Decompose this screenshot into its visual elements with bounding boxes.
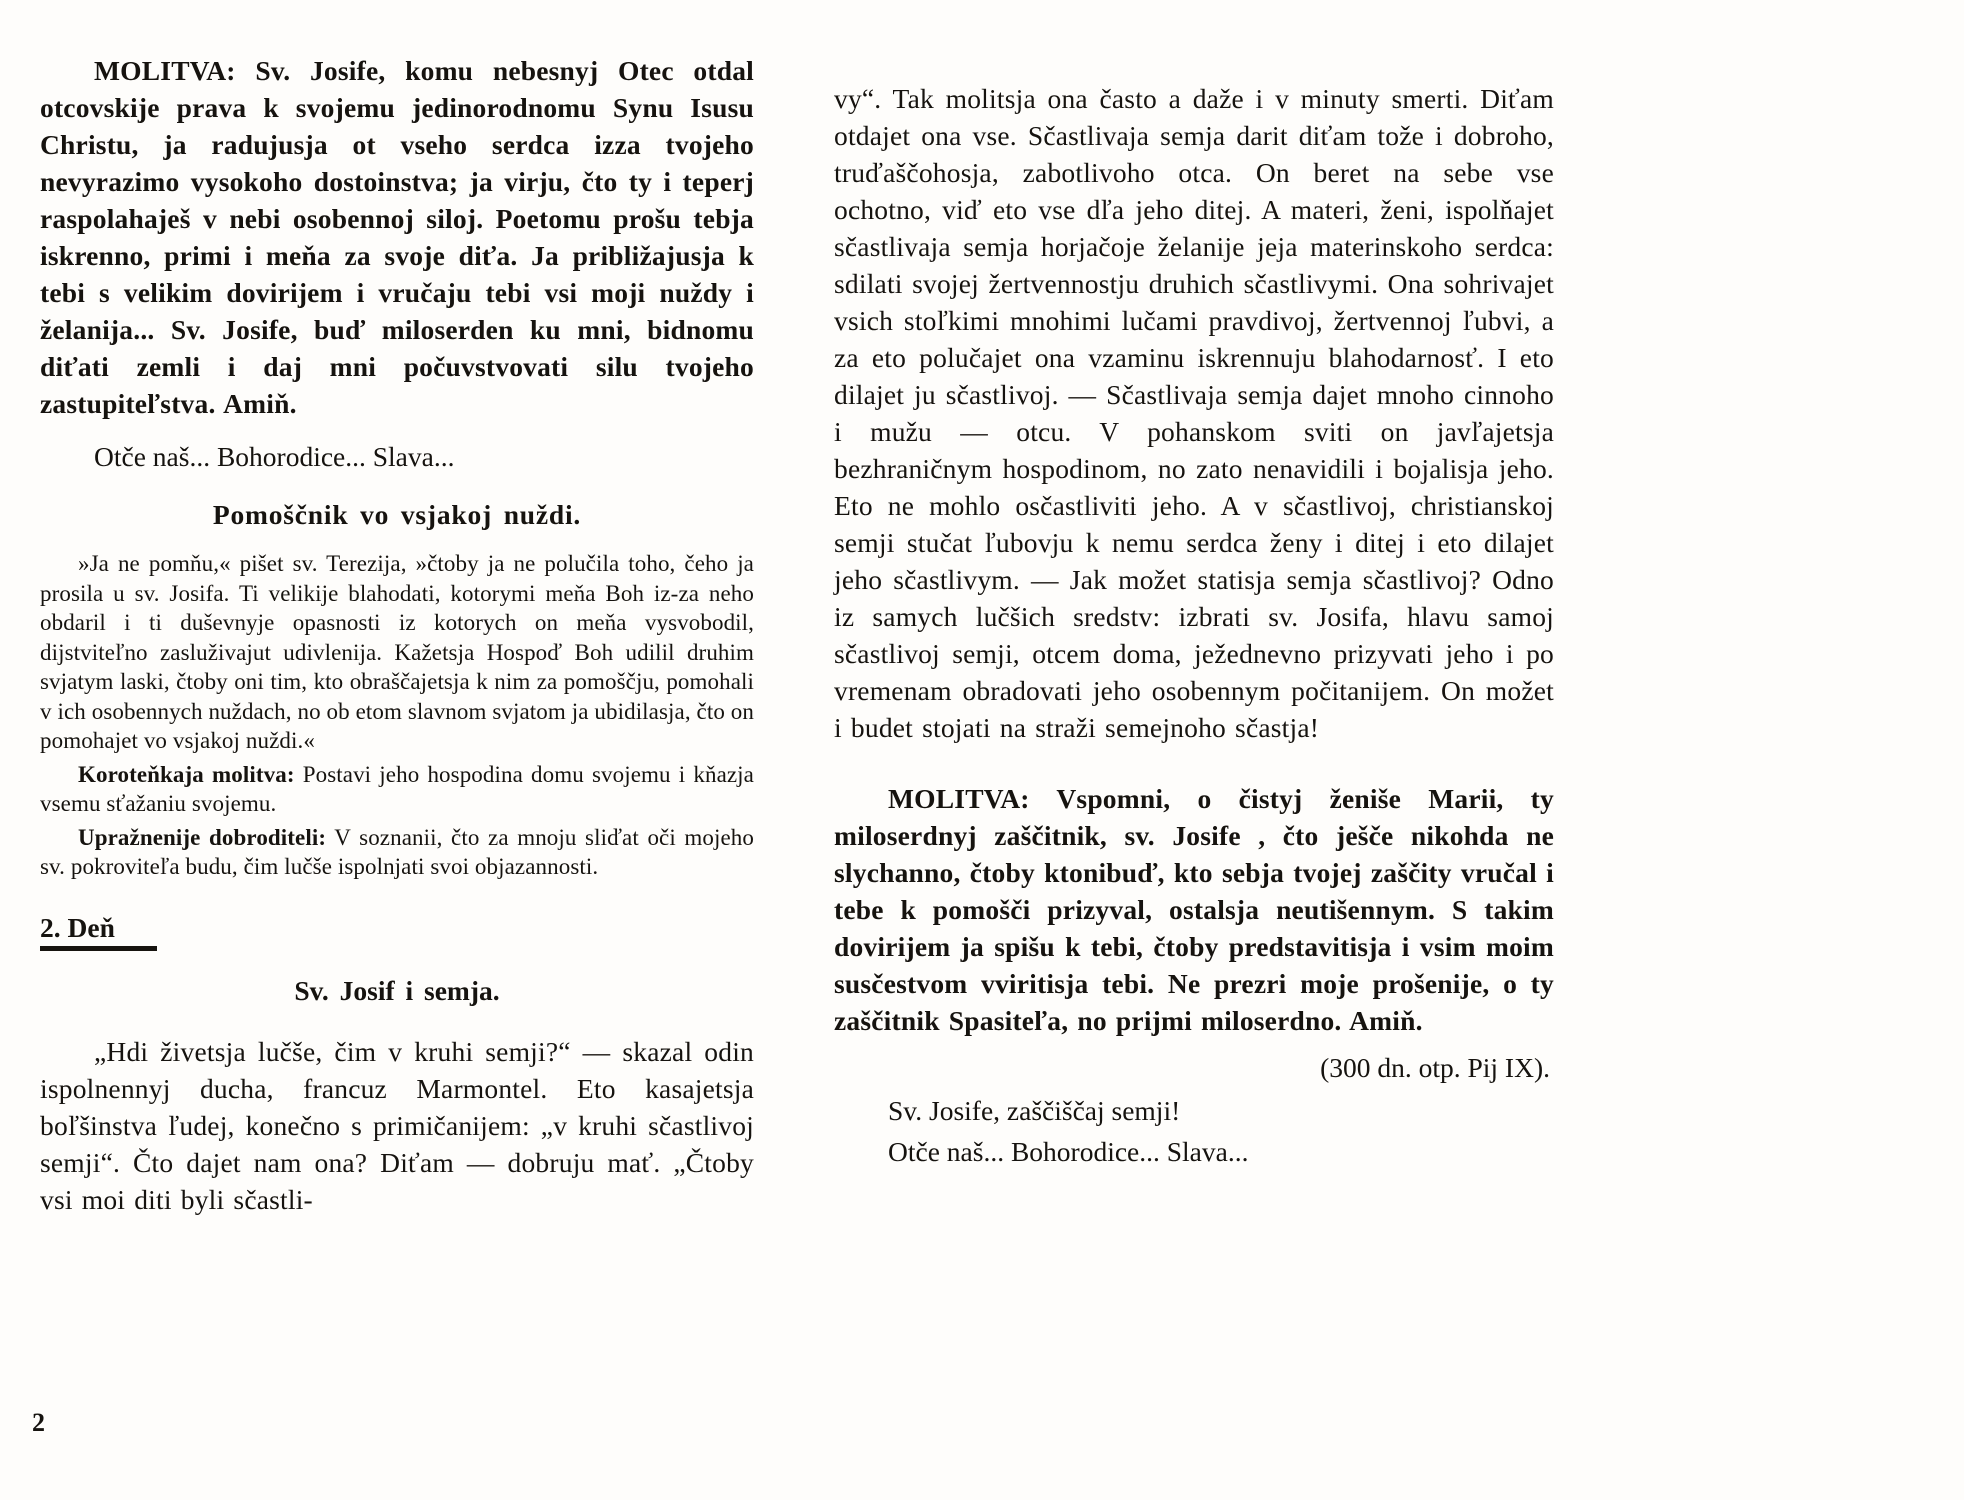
right-column [834, 80, 1554, 1170]
paragraph-korotenkaja-molitva [40, 760, 754, 819]
prayer-line-otce-nas-left: Otče naš... Bohorodice... Slava... [94, 441, 455, 472]
day-heading-label: 2. Deň [40, 912, 157, 951]
day-heading [40, 912, 754, 951]
chapter-heading-sv-josif: Sv. Josif i semja. [294, 974, 500, 1006]
left-column [40, 52, 754, 1218]
prayer-line-otce-nas-right: Otče naš... Bohorodice... Slava... [888, 1136, 1249, 1167]
invocation-line: Sv. Josife, zaščiščaj semji! [888, 1095, 1181, 1126]
upraznenije-text: V soznanii, čto za mnoju sliďat oči mojeho sv. pokroviteľa budu, čim lučše ispolnjati svoi objazannosti. [40, 824, 755, 879]
paragraph-upraznenije [40, 823, 754, 882]
indulgence-note: (300 dn. otp. Pij IX). [1320, 1052, 1550, 1083]
korotenkaja-lead-label: Koroteňkaja molitva: [78, 761, 295, 787]
paragraph-quote-terezija: »Ja ne pomňu,« pišet sv. Terezija, »čtoby ja ne polučila toho, čeho ja prosila u sv. Josifa. Ti velikije blahodati, kotorymi meňa Boh iz-za neho obdaril i ti duševnyje opasnosti iz kotorych on meňa vysvobodil, dijstviteľno zasluživajut udivlenija. Kažetsja Hospoď Boh udilil druhim svjatym laski, čtoby oni tim, kto obraščajetsja k nim za pomoščju, pomohali v ich osobennych nuždach, no ob etom slavnom svjatom ja ubidilasja, čto on pomohajet vo vsjakoj nuždi.« [40, 551, 754, 753]
paragraph-molitva-right: MOLITVA: Vspomni, o čistyj ženiše Marii, ty miloserdnyj zaščitnik, sv. Josife , čto ješče nikohda ne slychanno, čtoby ktonibuď, kto sebja tvojej zaščity vručal i tebe k pomošči prizyval, ostalsja neutišennym. S takim dovirijem ja spišu k tebi, čtoby predstavitisja i vsim moim susčestvom vviritisja tebi. Ne prezri moje prošenije, o ty zaščitnik Spasiteľa, no prijmi miloserdno. Amiň. [834, 783, 1554, 1036]
section-heading-pomoscnik: Pomoščnik vo vsjakoj nuždi. [212, 499, 582, 530]
paragraph-hdi: „Hdi živetsja lučše, čim v kruhi semji?“ — skazal odin ispolnennyj ducha, francuz Marmontel. Eto kasajetsja boľšinstva ľudej, konečno s primičanijem: „v kruhi sčastlivoj semji“. Čto dajet nam ona? Diťam — dobruju mať. „Čtoby vsi moi diti byli sčastli- [40, 1035, 754, 1215]
paragraph-molitva-left: MOLITVA: Sv. Josife, komu nebesnyj Otec otdal otcovskije prava k svojemu jedinorodnomu Synu Isusu Christu, ja radujusja ot vseho serdca izza tvojeho nevyrazimo vysokoho dostoinstva; ja virju, čto ty i teperj raspolahaješ v nebi osobennoj siloj. Poetomu prošu tebja iskrenno, primi i meňa za svoje diťa. Ja približajusja k tebi s velikim dovirijem i vručaju tebi vsi moji nuždy i želanija... Sv. Josife, buď miloserden ku mni, bidnomu diťati zemli i daj mni počuvstvovati silu tvojeho zastupiteľstva. Amiň. [40, 55, 754, 419]
upraznenije-lead-label: Upražnenije dobroditeli: [78, 824, 327, 850]
korotenkaja-text: Postavi jeho hospodina domu svojemu i kňazja vsemu sťažaniu svojemu. [40, 761, 754, 816]
paragraph-continuation: vy“. Tak molitsja ona často a daže i v minuty smerti. Diťam otdajet ona vse. Sčastlivaja semja darit diťam tože i dobroho, truďaščohosja, zabotlivoho otca. On beret na sebe vse ochotno, viď eto vse dľa jeho ditej. A materi, ženi, ispolňajet sčastlivaja semja horjačoje želanije jeja materinskoho serdca: sdilati svojej žertvennostju druhich sčastlivymi. Ona sohrivajet vsich stoľkimi mnohimi lučami pravdivoj, žertvennoj ľubvi, a za eto polučajet ona vzaminu iskrennuju blahodarnosť. I eto dilajet ju sčastlivoj. — Sčastlivaja semja dajet mnoho cinnoho i mužu — otcu. V pohanskom sviti on javľajetsja bezhraničnym hospodinom, no zato nenavidili i bojalisja jeho. Eto ne mohlo osčastliviti jeho. A v sčastlivoj, christianskoj semji stučat ľubovju k nemu serdca ženy i ditej i eto dilajet jeho sčastlivym. — Jak možet statisja semja sčastlivoj? Odno iz samych lučšich sredstv: izbrati sv. Josifa, hlavu samoj sčastlivoj semji, otcem doma, ježednevno prizyvati jeho i po vremenam obradovati jeho osobennym počitanijem. On možet i budet stojati na straži semejnoho sčastja! [834, 83, 1554, 743]
page-number: 2 [32, 1408, 45, 1437]
